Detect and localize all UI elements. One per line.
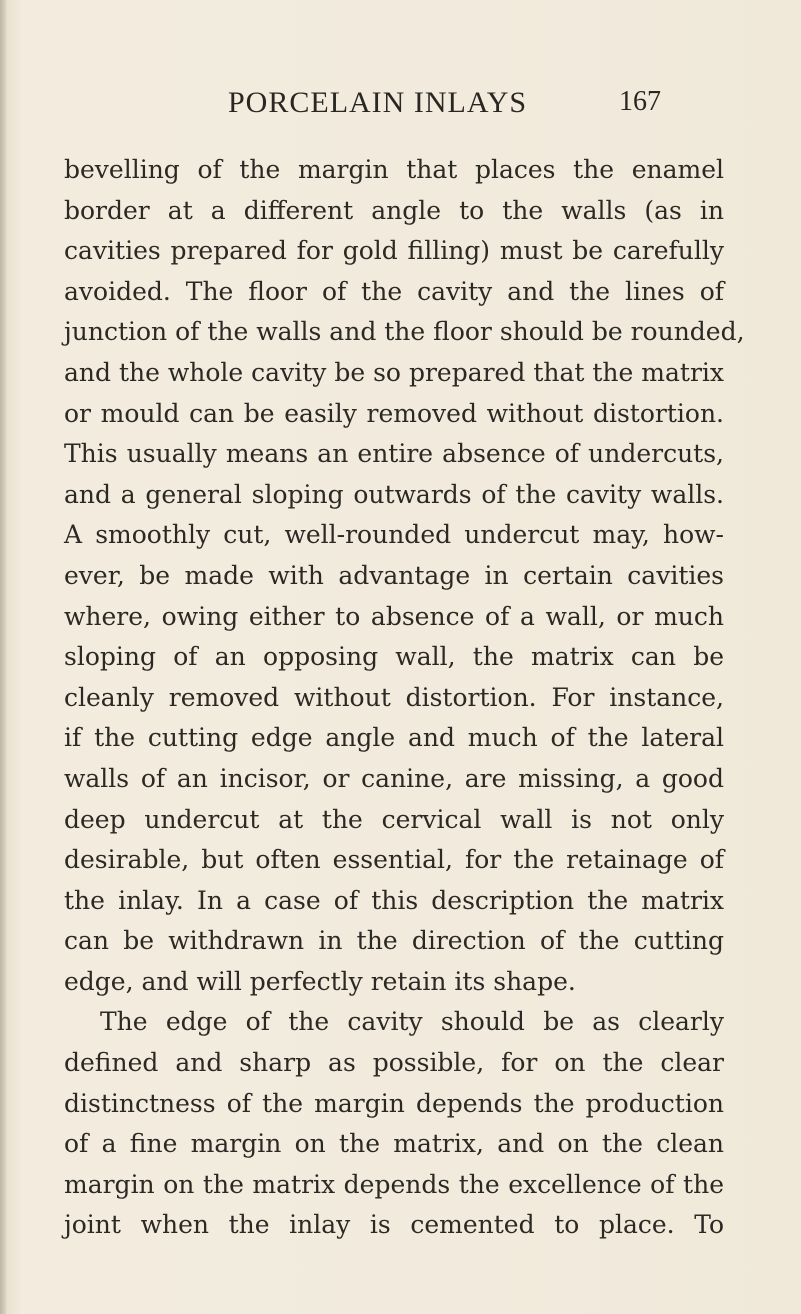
text-line: and the whole cavity be so prepared that the matrix [64,357,724,387]
text-line: bevelling of the margin that places the enamel [64,155,724,184]
text-line: junction of the walls and the floor should be rounded, [64,317,745,347]
text-line: border at a different angle to the walls (as in [64,195,724,225]
text-line: and a general sloping outwards of the cavity walls. [64,479,724,509]
page-number: 167 [619,86,661,117]
text-line: desirable, but often essential, for the retainage of [64,845,724,875]
text-line: ever, be made with advantage in certain cavities [64,560,724,590]
text-line: margin on the matrix depends the excellence of the [64,1169,724,1199]
page-header [0,86,801,130]
text-line: cavities prepared for gold filling) must be carefully [64,236,724,266]
text-line: joint when the inlay is cemented to place. To [64,1210,724,1240]
text-line: deep undercut at the cervical wall is not only [64,804,724,834]
text-line: edge, and will perfectly retain its shape. [64,966,576,996]
text-line-paragraph-start: The edge of the cavity should be as clearly [100,1007,724,1037]
text-line: where, owing either to absence of a wall, or much [64,601,724,631]
text-line: walls of an incisor, or canine, are missing, a good [64,763,724,793]
text-line: if the cutting edge angle and much of the lateral [64,723,724,753]
text-line: can be withdrawn in the direction of the cutting [64,926,724,956]
text-line: defined and sharp as possible, for on the clear [64,1048,724,1078]
text-line: of a fine margin on the matrix, and on the clean [64,1129,724,1159]
page-binding-edge [0,0,6,1314]
text-line: cleanly removed without distortion. For instance, [64,682,724,712]
text-line: A smoothly cut, well-rounded undercut may, how- [64,520,724,550]
body-text [64,150,745,1246]
text-line: the inlay. In a case of this description the matrix [64,885,724,915]
text-line: or mould can be easily removed without distortion. [64,398,724,428]
text-line: sloping of an opposing wall, the matrix can be [64,642,724,672]
text-line: avoided. The floor of the cavity and the lines of [64,276,724,306]
text-line: This usually means an entire absence of undercuts, [64,439,724,469]
running-title: PORCELAIN INLAYS [228,86,528,119]
text-line: distinctness of the margin depends the production [64,1088,724,1118]
